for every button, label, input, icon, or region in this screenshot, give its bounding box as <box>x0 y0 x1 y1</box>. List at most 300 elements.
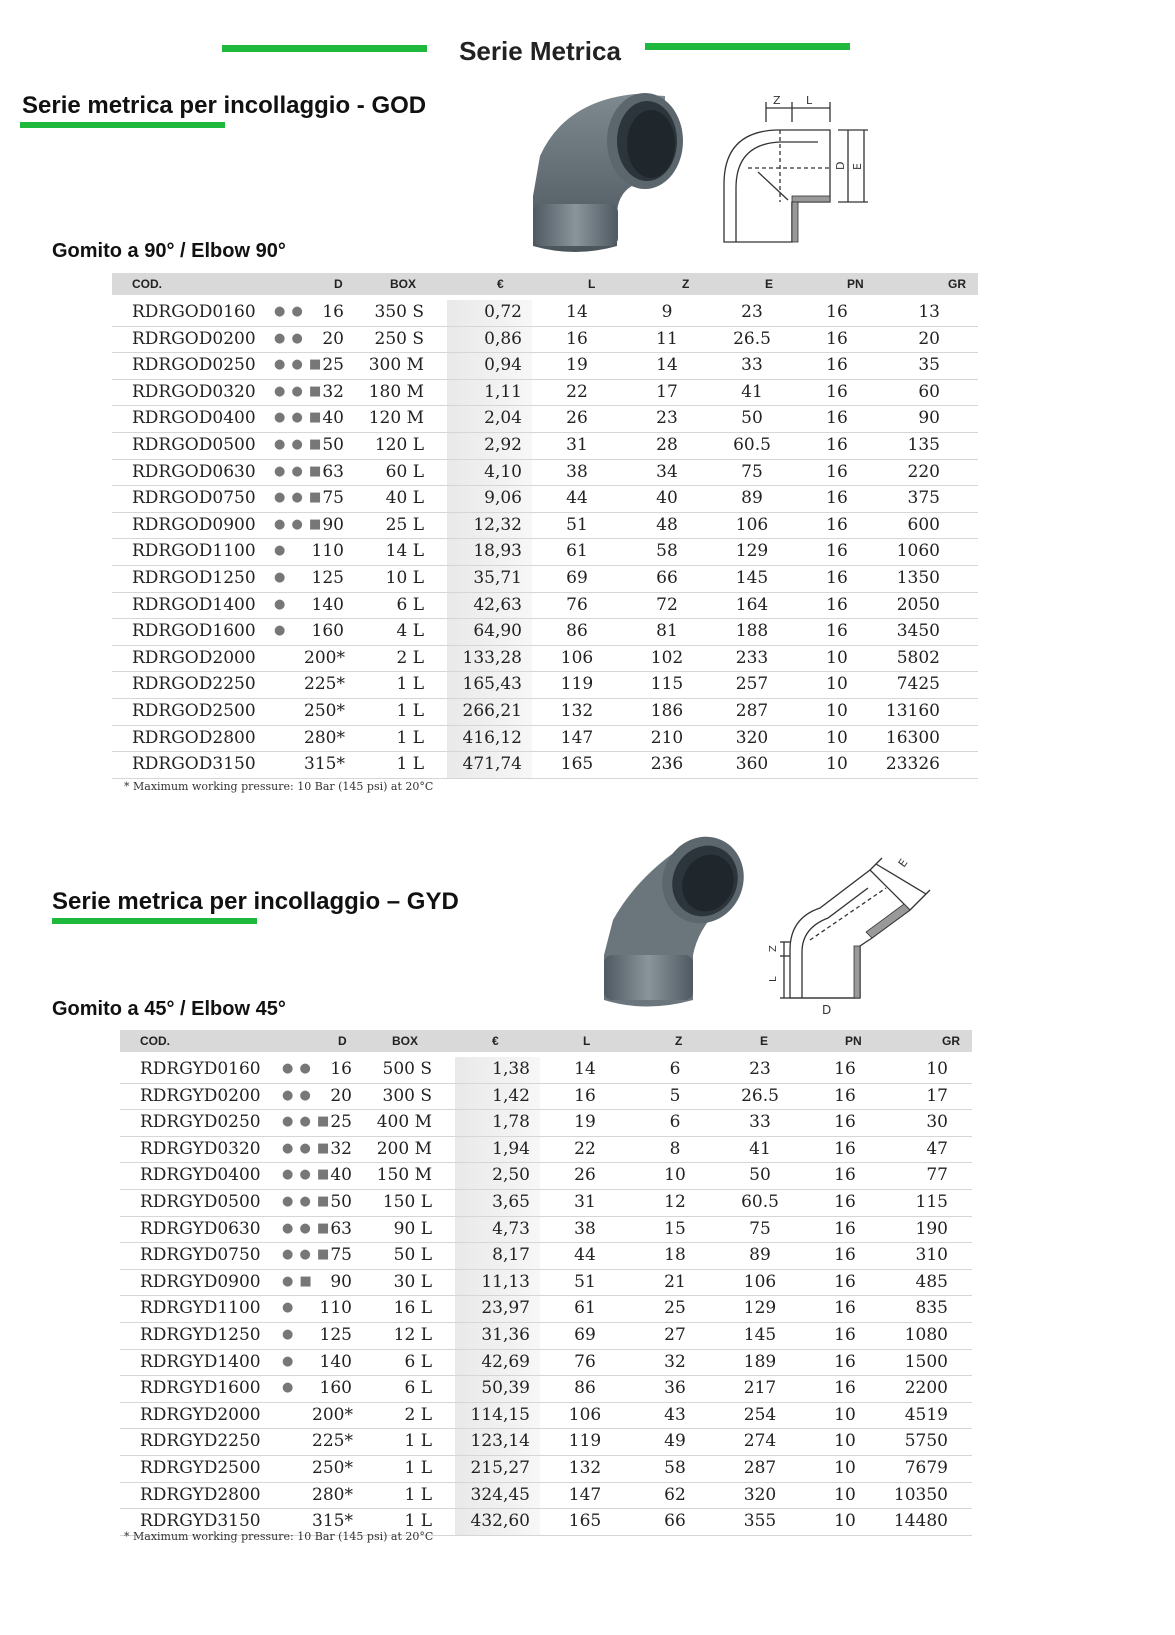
cell-gr: 13160 <box>885 700 940 721</box>
cell-eur: 9,06 <box>484 488 522 509</box>
cell-z: 32 <box>664 1351 686 1372</box>
cell-e: 257 <box>735 674 769 695</box>
diagram1-label-e: E <box>851 163 864 170</box>
cell-z: 66 <box>656 567 678 588</box>
cell-e: 145 <box>735 567 769 588</box>
cell-d: 225* <box>304 674 345 695</box>
cell-box: 350 S <box>374 302 424 322</box>
cell-gr: 1060 <box>896 541 940 562</box>
cell-gr: 77 <box>926 1165 948 1186</box>
cell-d: 160 <box>319 1378 352 1399</box>
cell-gr: 375 <box>907 488 940 509</box>
cell-gr: 190 <box>915 1218 948 1239</box>
cell-eur: 11,13 <box>481 1271 530 1292</box>
cell-z: 21 <box>664 1271 686 1292</box>
cell-box: 150 L <box>382 1191 432 1212</box>
cell-box: 1 L <box>396 700 424 721</box>
table-row <box>120 1057 972 1084</box>
section2-title: Serie metrica per incollaggio – GYD <box>52 888 459 915</box>
cell-eur: 50,39 <box>481 1378 530 1399</box>
cell-l: 19 <box>566 355 588 376</box>
cell-d: 200* <box>312 1404 353 1425</box>
cell-eur: 31,36 <box>481 1324 530 1345</box>
cell-d: 140 <box>319 1351 352 1372</box>
cell-box: 1 L <box>404 1511 432 1532</box>
cell-cod: RDRGOD1400 <box>132 594 256 615</box>
cell-d: 20 <box>322 328 344 349</box>
cell-l: 61 <box>566 541 588 562</box>
cell-d: 25 <box>322 355 344 376</box>
cell-cod: RDRGYD0500 <box>140 1191 261 1212</box>
cell-eur: 1,94 <box>492 1138 530 1159</box>
cell-z: 102 <box>650 647 684 668</box>
cell-gr: 115 <box>915 1191 948 1212</box>
cell-dots: ● ● ■ <box>282 1193 331 1209</box>
cell-box: 50 L <box>393 1245 432 1266</box>
cell-cod: RDRGYD2000 <box>140 1404 261 1425</box>
cell-z: 14 <box>656 355 678 376</box>
cell-z: 27 <box>664 1324 686 1345</box>
cell-eur: 165,43 <box>462 674 522 695</box>
cell-box: 14 L <box>385 541 424 562</box>
cell-cod: RDRGYD3150 <box>140 1511 261 1532</box>
section1-title: Serie metrica per incollaggio - GOD <box>22 92 427 119</box>
elbow-90-table <box>112 273 978 779</box>
cell-e: 60.5 <box>741 1191 779 1212</box>
cell-gr: 47 <box>926 1138 948 1159</box>
cell-z: 43 <box>664 1404 686 1425</box>
table-row <box>120 1243 972 1270</box>
cell-z: 210 <box>650 727 684 748</box>
cell-eur: 8,17 <box>492 1245 530 1266</box>
cell-gr: 1350 <box>896 567 940 588</box>
cell-eur: 1,78 <box>492 1112 530 1133</box>
cell-eur: 0,72 <box>484 302 522 322</box>
table-row <box>112 539 978 566</box>
cell-d: 40 <box>330 1165 352 1186</box>
cell-cod: RDRGOD2250 <box>132 674 256 695</box>
cell-eur: 266,21 <box>462 700 522 721</box>
cell-z: 28 <box>656 434 678 455</box>
cell-e: 274 <box>743 1431 777 1452</box>
cell-z: 40 <box>656 488 678 509</box>
cell-z: 15 <box>664 1218 686 1239</box>
cell-cod: RDRGOD1600 <box>132 621 256 642</box>
table-row <box>120 1376 972 1403</box>
cell-l: 86 <box>566 621 588 642</box>
table-row <box>120 1296 972 1323</box>
cell-dots: ● <box>282 1353 295 1369</box>
cell-e: 33 <box>749 1112 771 1133</box>
cell-e: 320 <box>743 1484 777 1505</box>
cell-l: 26 <box>566 408 588 429</box>
cell-l: 44 <box>566 488 588 509</box>
cell-l: 51 <box>566 514 588 535</box>
cell-pn: 16 <box>826 461 848 482</box>
diagram2-label-z: Z <box>768 945 779 952</box>
cell-z: 17 <box>656 381 678 402</box>
section2-footnote: * Maximum working pressure: 10 Bar (145 psi) at 20°C <box>124 1530 434 1543</box>
cell-dots: ● ● ■ <box>274 516 323 532</box>
cell-e: 145 <box>743 1324 777 1345</box>
cell-gr: 310 <box>915 1245 948 1266</box>
cell-pn: 16 <box>834 1112 856 1133</box>
col-l: L <box>588 277 596 291</box>
table-row <box>112 726 978 753</box>
table-row <box>112 699 978 726</box>
table-row <box>120 1137 972 1164</box>
cell-pn: 16 <box>834 1085 856 1106</box>
table-row <box>120 1323 972 1350</box>
cell-d: 315* <box>304 754 345 775</box>
cell-eur: 471,74 <box>462 754 522 775</box>
cell-box: 10 L <box>385 567 424 588</box>
cell-z: 81 <box>656 621 678 642</box>
cell-l: 14 <box>574 1059 596 1079</box>
cell-cod: RDRGOD2000 <box>132 647 256 668</box>
cell-gr: 7679 <box>904 1457 948 1478</box>
cell-l: 69 <box>566 567 588 588</box>
cell-box: 6 L <box>396 594 424 615</box>
cell-gr: 5802 <box>896 647 940 668</box>
cell-d: 63 <box>330 1218 352 1239</box>
cell-cod: RDRGYD1400 <box>140 1351 261 1372</box>
cell-gr: 23326 <box>885 754 940 775</box>
cell-pn: 10 <box>826 754 848 775</box>
cell-e: 26.5 <box>741 1085 779 1106</box>
diagram1-label-d: D <box>834 161 847 170</box>
cell-box: 500 S <box>382 1059 432 1079</box>
diagram2-label-d: D <box>822 1003 832 1017</box>
cell-e: 320 <box>735 727 769 748</box>
cell-gr: 10 <box>926 1059 948 1079</box>
cell-box: 300 M <box>368 355 424 376</box>
table-row <box>112 460 978 487</box>
section2-underline <box>52 918 257 924</box>
cell-z: 72 <box>656 594 678 615</box>
section1-subtitle: Gomito a 90° / Elbow 90° <box>52 240 286 262</box>
col-e: E <box>765 277 774 291</box>
cell-dots: ● ● <box>282 1087 312 1103</box>
cell-box: 16 L <box>393 1298 432 1319</box>
cell-eur: 416,12 <box>462 727 522 748</box>
cell-z: 66 <box>664 1511 686 1532</box>
cell-dots: ● ■ <box>282 1273 313 1289</box>
cell-d: 200* <box>304 647 345 668</box>
table-row <box>112 406 978 433</box>
cell-z: 115 <box>650 674 684 695</box>
cell-cod: RDRGYD2800 <box>140 1484 261 1505</box>
cell-l: 132 <box>568 1457 602 1478</box>
cell-l: 165 <box>560 754 594 775</box>
cell-cod: RDRGYD0200 <box>140 1085 261 1106</box>
col-gr: GR <box>942 1034 960 1048</box>
table-row <box>120 1483 972 1510</box>
cell-l: 119 <box>560 674 594 695</box>
diagram1-label-l: L <box>806 94 813 107</box>
cell-gr: 10350 <box>893 1484 948 1505</box>
cell-cod: RDRGYD0750 <box>140 1245 261 1266</box>
cell-e: 50 <box>741 408 763 429</box>
section1-footnote: * Maximum working pressure: 10 Bar (145 psi) at 20°C <box>124 780 434 793</box>
cell-box: 1 L <box>396 674 424 695</box>
cell-eur: 0,86 <box>484 328 522 349</box>
cell-d: 63 <box>322 461 344 482</box>
cell-z: 62 <box>664 1484 686 1505</box>
cell-gr: 600 <box>907 514 940 535</box>
cell-d: 90 <box>330 1271 352 1292</box>
cell-pn: 16 <box>834 1218 856 1239</box>
cell-e: 89 <box>749 1245 771 1266</box>
cell-box: 1 L <box>404 1457 432 1478</box>
cell-gr: 4519 <box>904 1404 948 1425</box>
cell-box: 1 L <box>396 727 424 748</box>
cell-gr: 1500 <box>904 1351 948 1372</box>
cell-z: 11 <box>656 328 678 349</box>
table-header <box>112 273 978 295</box>
cell-cod: RDRGOD2500 <box>132 700 256 721</box>
cell-box: 1 L <box>404 1484 432 1505</box>
cell-z: 6 <box>669 1112 681 1133</box>
section2-subtitle: Gomito a 45° / Elbow 45° <box>52 998 286 1020</box>
cell-cod: RDRGYD0630 <box>140 1218 261 1239</box>
col-pn: PN <box>847 277 864 291</box>
cell-pn: 16 <box>834 1191 856 1212</box>
cell-cod: RDRGYD2250 <box>140 1431 261 1452</box>
cell-e: 254 <box>743 1404 777 1425</box>
table-row <box>112 380 978 407</box>
cell-dots: ● ● ■ <box>282 1140 331 1156</box>
cell-pn: 16 <box>834 1059 856 1079</box>
cell-dots: ● <box>274 569 287 585</box>
cell-box: 120 L <box>374 434 424 455</box>
cell-box: 180 M <box>368 381 424 402</box>
page-title: Serie Metrica <box>459 36 621 66</box>
cell-eur: 215,27 <box>470 1457 530 1478</box>
cell-d: 40 <box>322 408 344 429</box>
cell-l: 31 <box>574 1191 596 1212</box>
cell-box: 90 L <box>393 1218 432 1239</box>
table-row <box>120 1217 972 1244</box>
cell-z: 25 <box>664 1298 686 1319</box>
elbow-45-photo <box>598 835 748 1010</box>
cell-l: 26 <box>574 1165 596 1186</box>
cell-cod: RDRGYD1600 <box>140 1378 261 1399</box>
cell-e: 75 <box>741 461 763 482</box>
cell-dots: ● <box>282 1300 295 1316</box>
cell-d: 140 <box>311 594 344 615</box>
cell-cod: RDRGOD0500 <box>132 434 256 455</box>
table-row <box>120 1163 972 1190</box>
cell-z: 9 <box>661 302 673 322</box>
table-row <box>120 1456 972 1483</box>
cell-dots: ● ● ■ <box>274 357 323 373</box>
cell-eur: 2,92 <box>484 434 522 455</box>
cell-box: 30 L <box>393 1271 432 1292</box>
cell-z: 48 <box>656 514 678 535</box>
col-z: Z <box>682 277 690 291</box>
cell-eur: 0,94 <box>484 355 522 376</box>
cell-gr: 135 <box>907 434 940 455</box>
cell-l: 119 <box>568 1431 602 1452</box>
cell-dots: ● <box>274 623 287 639</box>
cell-e: 164 <box>735 594 769 615</box>
cell-pn: 16 <box>834 1351 856 1372</box>
cell-box: 4 L <box>396 621 424 642</box>
table-row <box>112 646 978 673</box>
cell-l: 132 <box>560 700 594 721</box>
diagram2-label-l: L <box>768 976 779 982</box>
cell-e: 355 <box>743 1511 777 1532</box>
table-row <box>112 300 978 327</box>
cell-cod: RDRGYD0320 <box>140 1138 261 1159</box>
table-row <box>120 1270 972 1297</box>
col-gr: GR <box>948 277 966 291</box>
cell-cod: RDRGYD0160 <box>140 1059 261 1079</box>
cell-eur: 4,73 <box>492 1218 530 1239</box>
cell-dots: ● ● ■ <box>274 383 323 399</box>
cell-l: 61 <box>574 1298 596 1319</box>
cell-z: 12 <box>664 1191 686 1212</box>
cell-l: 106 <box>568 1404 602 1425</box>
cell-pn: 10 <box>826 727 848 748</box>
cell-dots: ● ● ■ <box>274 463 323 479</box>
cell-z: 10 <box>664 1165 686 1186</box>
table-row <box>112 619 978 646</box>
cell-dots: ● <box>274 543 287 559</box>
table-row <box>112 486 978 513</box>
table-row <box>112 593 978 620</box>
cell-cod: RDRGYD0250 <box>140 1112 261 1133</box>
cell-dots: ● ● ■ <box>274 410 323 426</box>
cell-d: 75 <box>330 1245 352 1266</box>
col-d: D <box>334 277 343 291</box>
cell-d: 225* <box>312 1431 353 1452</box>
elbow-45-table <box>120 1030 972 1536</box>
cell-gr: 485 <box>915 1271 948 1292</box>
cell-d: 315* <box>312 1511 353 1532</box>
table-row <box>120 1403 972 1430</box>
cell-box: 25 L <box>385 514 424 535</box>
cell-z: 36 <box>664 1378 686 1399</box>
cell-z: 186 <box>650 700 684 721</box>
cell-gr: 14480 <box>893 1511 948 1532</box>
table-row <box>120 1190 972 1217</box>
cell-eur: 42,69 <box>481 1351 530 1372</box>
cell-gr: 7425 <box>896 674 940 695</box>
diagram2-label-e: E <box>895 856 911 870</box>
cell-pn: 10 <box>834 1404 856 1425</box>
cell-pn: 16 <box>826 328 848 349</box>
table-row <box>112 353 978 380</box>
cell-box: 1 L <box>396 754 424 775</box>
cell-l: 76 <box>566 594 588 615</box>
cell-e: 60.5 <box>733 434 771 455</box>
cell-z: 8 <box>669 1138 681 1159</box>
cell-pn: 16 <box>826 594 848 615</box>
table-row <box>112 566 978 593</box>
cell-eur: 2,04 <box>484 408 522 429</box>
elbow-90-photo <box>525 86 695 256</box>
cell-d: 16 <box>330 1059 352 1079</box>
cell-d: 125 <box>311 567 344 588</box>
cell-box: 300 S <box>382 1085 432 1106</box>
cell-dots: ● ● ■ <box>282 1247 331 1263</box>
cell-d: 280* <box>304 727 345 748</box>
cell-pn: 16 <box>826 302 848 322</box>
cell-e: 89 <box>741 488 763 509</box>
cell-e: 129 <box>735 541 769 562</box>
cell-e: 41 <box>741 381 763 402</box>
col-eur: € <box>497 277 504 291</box>
cell-d: 25 <box>330 1112 352 1133</box>
cell-d: 160 <box>311 621 344 642</box>
cell-e: 23 <box>741 302 763 322</box>
cell-pn: 16 <box>826 434 848 455</box>
cell-d: 110 <box>311 541 344 562</box>
cell-gr: 16300 <box>885 727 940 748</box>
cell-pn: 16 <box>826 514 848 535</box>
cell-box: 60 L <box>385 461 424 482</box>
cell-pn: 16 <box>826 381 848 402</box>
diagram1-label-z: Z <box>773 94 781 107</box>
cell-gr: 2050 <box>896 594 940 615</box>
elbow-90-table-body <box>112 295 978 779</box>
cell-pn: 16 <box>834 1138 856 1159</box>
cell-e: 106 <box>735 514 769 535</box>
cell-pn: 16 <box>834 1298 856 1319</box>
col-l: L <box>583 1034 591 1048</box>
cell-cod: RDRGYD2500 <box>140 1457 261 1478</box>
cell-d: 32 <box>322 381 344 402</box>
cell-e: 287 <box>735 700 769 721</box>
cell-eur: 35,71 <box>473 567 522 588</box>
cell-dots: ● ● ■ <box>274 436 323 452</box>
cell-z: 18 <box>664 1245 686 1266</box>
cell-d: 125 <box>319 1324 352 1345</box>
cell-l: 147 <box>560 727 594 748</box>
col-z: Z <box>675 1034 683 1048</box>
cell-pn: 10 <box>834 1484 856 1505</box>
cell-gr: 1080 <box>904 1324 948 1345</box>
table-row <box>112 433 978 460</box>
cell-d: 250* <box>312 1457 353 1478</box>
cell-l: 19 <box>574 1112 596 1133</box>
cell-z: 6 <box>669 1059 681 1079</box>
cell-d: 90 <box>322 514 344 535</box>
cell-e: 217 <box>743 1378 777 1399</box>
cell-cod: RDRGOD0900 <box>132 514 256 535</box>
table-row <box>112 513 978 540</box>
cell-e: 129 <box>743 1298 777 1319</box>
cell-l: 14 <box>566 302 588 322</box>
cell-d: 250* <box>304 700 345 721</box>
cell-gr: 3450 <box>896 621 940 642</box>
cell-dots: ● <box>274 596 287 612</box>
cell-cod: RDRGOD0200 <box>132 328 256 349</box>
cell-z: 23 <box>656 408 678 429</box>
table-header <box>120 1030 972 1052</box>
cell-box: 6 L <box>404 1351 432 1372</box>
elbow-90-technical-drawing <box>718 92 888 252</box>
cell-box: 400 M <box>376 1112 432 1133</box>
cell-l: 69 <box>574 1324 596 1345</box>
cell-pn: 10 <box>826 700 848 721</box>
cell-dots: ● ● ■ <box>274 490 323 506</box>
cell-d: 32 <box>330 1138 352 1159</box>
cell-pn: 16 <box>834 1378 856 1399</box>
cell-eur: 1,38 <box>492 1059 530 1079</box>
